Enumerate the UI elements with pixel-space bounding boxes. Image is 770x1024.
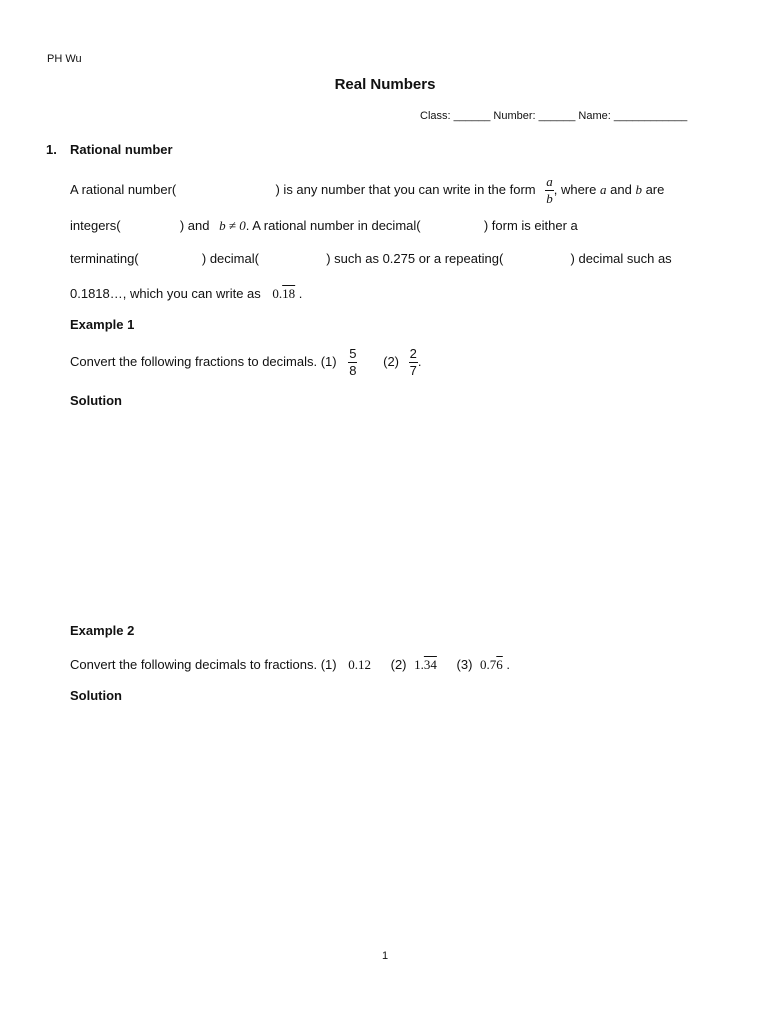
text: and — [610, 182, 632, 197]
repeating-decimal-0-18 — [272, 286, 295, 301]
text: ) is any number that you can write in the form — [275, 182, 536, 197]
fraction-5-over-8 — [348, 346, 357, 379]
text: . — [417, 354, 422, 369]
text: , where — [553, 182, 597, 197]
variable-a: a — [600, 182, 607, 197]
numerator: a — [546, 174, 553, 190]
repeating-decimal-1-34 — [414, 657, 437, 672]
numerator: 2 — [409, 346, 417, 362]
definition-line-3 — [70, 251, 672, 266]
example-1-label: Example 1 — [70, 317, 135, 332]
class-number-name-line: Class: ______ Number: ______ Name: ____________ — [420, 110, 688, 122]
repeating-decimal-0-76 — [480, 657, 503, 672]
text: . — [298, 286, 303, 301]
text: are — [645, 182, 665, 197]
text: (2) — [390, 657, 407, 672]
example-1-question — [70, 344, 421, 380]
decimal-base: 0.7 — [480, 657, 497, 672]
author-header: PH Wu — [47, 53, 82, 65]
text: (3) — [456, 657, 473, 672]
page-title: Real Numbers — [334, 76, 436, 93]
page-number: 1 — [381, 950, 389, 962]
denominator: 7 — [409, 363, 417, 379]
definition-line-4 — [70, 286, 302, 302]
text: ) decimal such as — [570, 251, 672, 266]
text: (2) — [383, 354, 399, 369]
text: . — [506, 657, 511, 672]
text: ) decimal( — [201, 251, 259, 266]
fraction-a-over-b — [545, 174, 554, 207]
text: ) and — [179, 218, 210, 233]
text: ) form is either a — [483, 218, 578, 233]
fraction-2-over-7 — [409, 346, 418, 379]
condition-b-not-zero: b ≠ 0 — [219, 218, 246, 233]
text: A rational number( — [70, 182, 177, 197]
numerator: 5 — [349, 346, 357, 362]
section-title: Rational number — [70, 142, 173, 157]
text: 0.1818…, which you can write as — [70, 286, 261, 301]
text: integers( — [70, 218, 121, 233]
example-2-question — [70, 657, 510, 673]
definition-line-1 — [70, 174, 664, 206]
repeating-digits: 18 — [282, 286, 296, 301]
text: . A rational number in decimal( — [245, 218, 421, 233]
denominator: b — [546, 191, 553, 207]
repeating-digits: 6 — [496, 657, 503, 672]
text: Convert the following fractions to decimals. (1) — [70, 354, 337, 369]
text: ) such as 0.275 or a repeating( — [326, 251, 504, 266]
example-2-solution-label: Solution — [70, 688, 122, 703]
decimal-base: 1. — [414, 657, 424, 672]
variable-b: b — [635, 182, 642, 197]
decimal-0-12: 0.12 — [348, 657, 371, 672]
definition-line-2 — [70, 218, 578, 234]
example-1-solution-label: Solution — [70, 393, 122, 408]
section-number: 1. — [46, 142, 57, 157]
text: terminating( — [70, 251, 139, 266]
denominator: 8 — [349, 363, 357, 379]
text: Convert the following decimals to fractions. (1) — [70, 657, 337, 672]
decimal-base: 0. — [272, 286, 283, 301]
example-2-label: Example 2 — [70, 623, 135, 638]
repeating-digits: 34 — [423, 657, 437, 672]
